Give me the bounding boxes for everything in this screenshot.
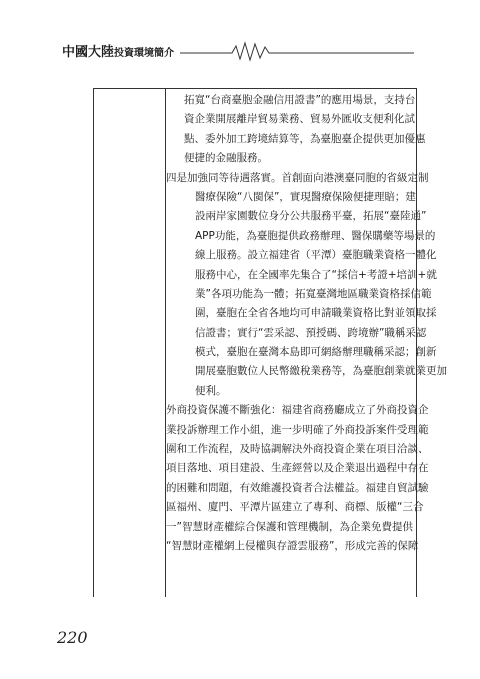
header-title-main: 中國大陸 <box>62 45 115 60</box>
text-line: 的困難和問題，有效維護投資者合法權益。福建自貿試驗 <box>166 481 429 494</box>
text-line: 四是加強同等待遇落實。首創面向港澳臺同胞的省級定制 <box>166 171 429 184</box>
page-number: 220 <box>57 628 88 647</box>
text-line: 點、委外加工跨境結算等，為臺胞臺企提供更加優惠 <box>184 132 426 145</box>
text-line: 服務中心，在全國率先集合了“採信+考證+培訓+就 <box>195 268 437 281</box>
content-table <box>93 88 447 597</box>
text-line: 設兩岸家園數位身分公共服務平臺，拓展“臺陸通” <box>195 210 427 223</box>
text-line: 區福州、廈門、平潭片區建立了專利、商標、版權“三合 <box>166 501 424 514</box>
text-line: 業投訴辦理工作小組，進一步明確了外商投訴案件受理範 <box>166 423 429 436</box>
header-title-sub: 投資環境簡介 <box>114 48 175 59</box>
text-line: 便利。 <box>195 384 227 397</box>
text-line: 外商投資保護不斷強化：福建省商務廳成立了外商投資企 <box>166 404 429 417</box>
text-line: 醫療保險“八閩保”，實現醫療保險便捷理賠；建 <box>195 190 416 203</box>
text-line: 開展臺胞數位人民幣繳稅業務等，為臺胞創業就業更加 <box>195 365 447 378</box>
text-line: APP功能，為臺胞提供政務辦理、醫保購藥等場景的 <box>195 229 436 242</box>
text-line: “智慧財產權網上侵權與存證雲服務”，形成完善的保障 <box>166 539 419 552</box>
text-line: 業”各項功能為一體；拓寬臺灣地區職業資格採信範 <box>195 287 432 300</box>
text-line: 信證書；實行“雲采認、預授碼、跨境辦”職稱采認 <box>195 326 427 339</box>
text-line: 一”智慧財產權綜合保護和管理機制，為企業免費提供 <box>166 520 413 533</box>
text-line: 線上服務。設立福建省（平潭）臺胞職業資格一體化 <box>195 249 437 262</box>
text-line: 便捷的金融服務。 <box>184 152 268 165</box>
header-title <box>62 41 174 60</box>
table-text-column <box>166 91 447 556</box>
text-line: 拓寬“台商臺胞金融信用證書”的應用場景，支持台 <box>184 94 416 106</box>
text-line: 資企業開展離岸貿易業務、貿易外匯收支便利化試 <box>184 113 415 126</box>
text-line: 項目落地、項目建設、生產經營以及企業退出過程中存在 <box>166 462 429 475</box>
text-line: 圍，臺胞在全省各地均可申請職業資格比對並領取採 <box>195 307 437 320</box>
text-line: 模式，臺胞在臺灣本島即可網絡辦理職稱采認；創新 <box>195 346 437 359</box>
page-header <box>62 38 422 62</box>
text-line: 圍和工作流程，及時協調解決外商投資企業在項目洽談、 <box>166 443 429 456</box>
